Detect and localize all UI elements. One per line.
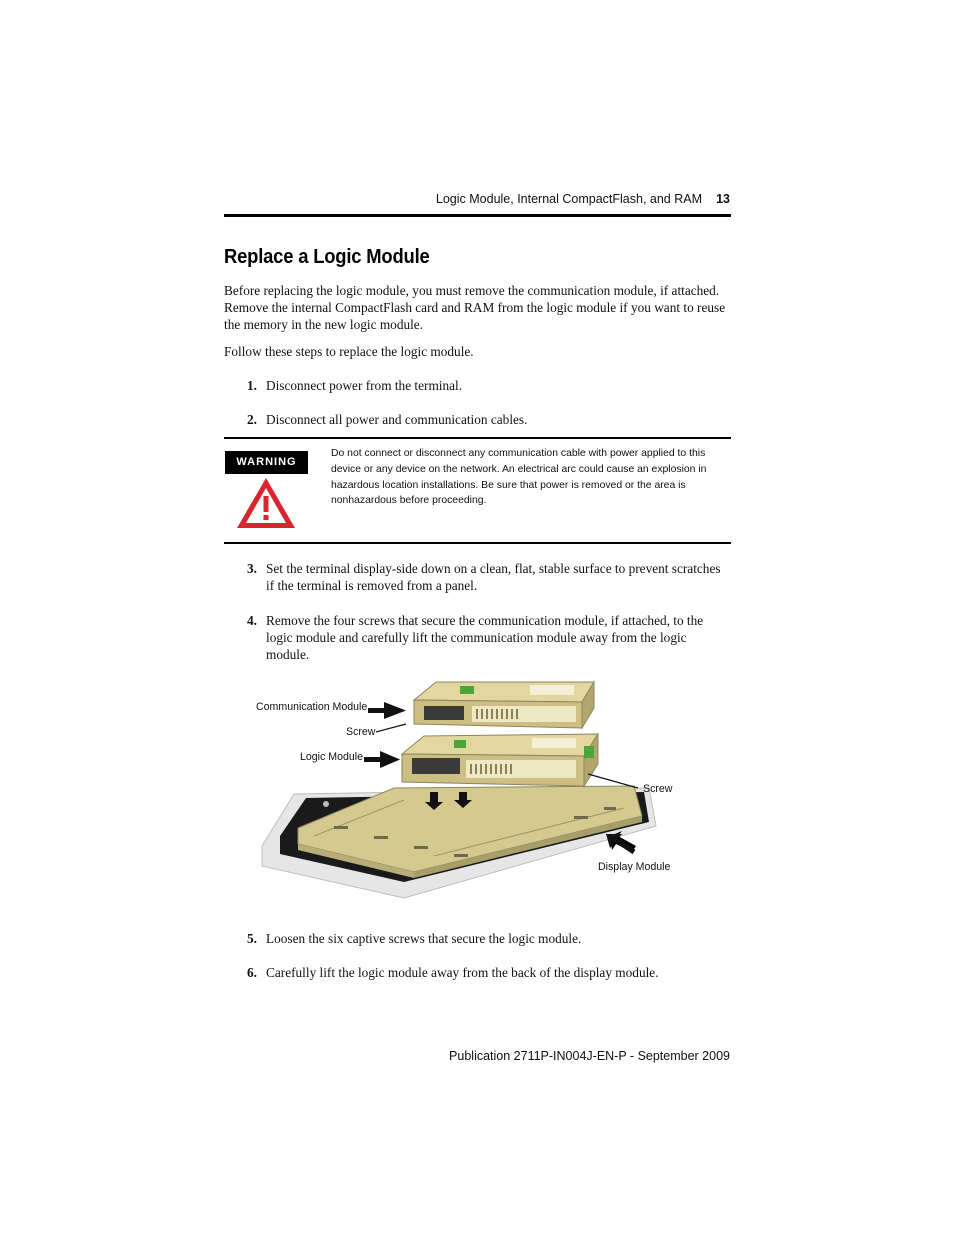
warning-top-rule — [224, 437, 731, 439]
warning-bottom-rule — [224, 542, 731, 544]
label-communication-module: Communication Module — [256, 701, 368, 713]
section-title: Replace a Logic Module — [224, 246, 430, 268]
header-rule — [224, 214, 731, 217]
warning-triangle-icon — [235, 476, 297, 530]
step-number: 3. — [247, 561, 257, 576]
label-screw-right: Screw — [643, 783, 673, 795]
follow-paragraph: Follow these steps to replace the logic module. — [224, 344, 474, 359]
callout-arrow-display-module — [606, 831, 636, 852]
step-text: Disconnect power from the terminal. — [266, 378, 463, 393]
warning-text: Do not connect or disconnect any communication cable with power applied to this device or any device on the network. An electrical arc could cause an explosion in hazardous location installations. Be sure that power is removed or the area is nonhazardous before proceeding. — [331, 448, 707, 507]
module-assembly-figure — [254, 676, 674, 904]
warning-badge: WARNING — [225, 451, 308, 474]
page-number: 13 — [716, 192, 730, 206]
publication-footer: Publication 2711P-IN004J-EN-P - September 2009 — [449, 1049, 730, 1063]
step-number: 6. — [247, 965, 257, 980]
label-screw-top: Screw — [346, 726, 376, 738]
step-text: Remove the four screws that secure the communication module, if attached, to the logic module and carefully lift the communication module away from the logic module. — [266, 613, 704, 662]
label-logic-module: Logic Module — [300, 751, 364, 763]
step-number: 2. — [247, 412, 257, 427]
step-number: 4. — [247, 613, 257, 628]
callout-arrow-communication-module — [368, 702, 406, 719]
step-number: 5. — [247, 931, 257, 946]
callout-leader-screw-top — [376, 724, 406, 732]
logic-module-illustration — [402, 734, 598, 786]
step-text: Loosen the six captive screws that secure the logic module. — [266, 931, 582, 946]
step-text: Disconnect all power and communication cables. — [266, 412, 528, 427]
intro-paragraph: Before replacing the logic module, you must remove the communication module, if attached. Remove the internal CompactFlash card and RAM from the logic module if you want to reuse the memory in the new logic module. — [224, 283, 726, 332]
step-text: Set the terminal display-side down on a clean, flat, stable surface to prevent scratches if the terminal is removed from a panel. — [266, 561, 721, 593]
label-display-module: Display Module — [598, 861, 671, 873]
communication-module-illustration — [414, 682, 594, 728]
step-text: Carefully lift the logic module away from the back of the display module. — [266, 965, 659, 980]
callout-arrow-logic-module — [364, 751, 400, 768]
running-header: Logic Module, Internal CompactFlash, and RAM — [435, 192, 702, 206]
step-number: 1. — [247, 378, 257, 393]
